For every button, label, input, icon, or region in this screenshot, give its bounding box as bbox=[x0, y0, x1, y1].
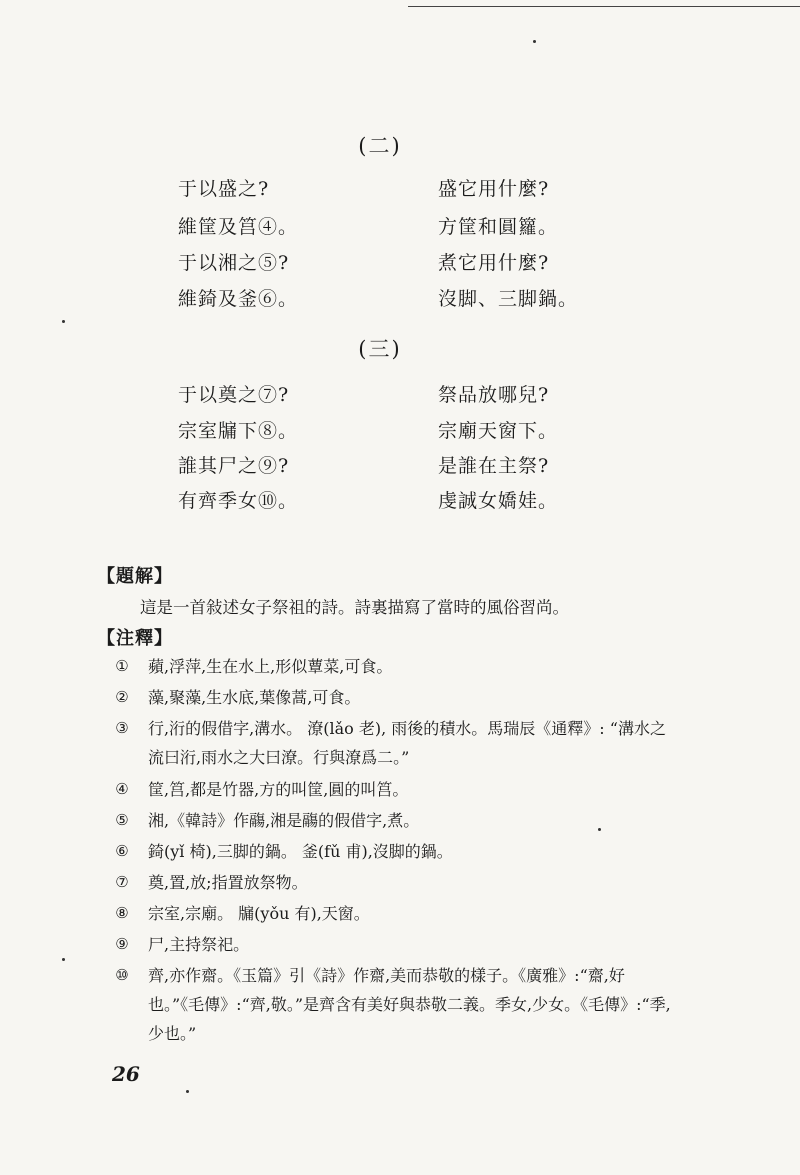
note-number: ⑨ bbox=[115, 935, 129, 953]
note-text: 尸,主持祭祀。 bbox=[148, 935, 250, 954]
note-number: ⑩ bbox=[115, 966, 129, 984]
scan-speck bbox=[533, 40, 536, 43]
note-text: 齊,亦作齋。《玉篇》引《詩》作齋,美而恭敬的樣子。《廣雅》:“齋,好也。”《毛傳》:“齊,敬。”是齊含有美好與恭敬二義。季女,少女。《毛傳》:“季,少也。” bbox=[148, 966, 671, 1043]
poem-line-original: 于以奠之⑦? bbox=[178, 384, 290, 406]
note-item bbox=[112, 837, 672, 866]
scan-speck bbox=[62, 320, 65, 323]
note-text: 蘋,浮萍,生在水上,形似蕈菜,可食。 bbox=[148, 657, 393, 676]
poem-line-translation: 方筐和圓籮。 bbox=[438, 216, 559, 238]
note-number: ② bbox=[115, 688, 129, 706]
note-number: ⑥ bbox=[115, 842, 129, 860]
scan-speck bbox=[598, 828, 601, 831]
note-item bbox=[112, 930, 672, 959]
note-item bbox=[112, 961, 672, 1048]
note-text: 行,洐的假借字,溝水。 潦(lǎo 老), 雨後的積水。馬瑞辰《通釋》: “溝水之流曰洐,雨水之大曰潦。行與潦爲二。” bbox=[148, 719, 666, 767]
poem-line-original: 于以盛之? bbox=[178, 178, 270, 200]
note-item bbox=[112, 899, 672, 928]
note-text: 宗室,宗廟。 牖(yǒu 有),天窗。 bbox=[148, 904, 370, 923]
poem-line-original: 有齊季女⑩。 bbox=[178, 490, 299, 512]
note-number: ⑦ bbox=[115, 873, 129, 891]
poem-line-original: 維錡及釜⑥。 bbox=[178, 288, 299, 310]
note-item bbox=[112, 868, 672, 897]
poem-line-original: 維筐及筥④。 bbox=[178, 216, 299, 238]
note-number: ④ bbox=[115, 780, 129, 798]
note-item bbox=[112, 775, 672, 804]
notes-heading: 【注釋】 bbox=[97, 628, 173, 649]
intro-text: 這是一首敍述女子祭祖的詩。詩裏描寫了當時的風俗習尚。 bbox=[140, 598, 569, 617]
poem-line-translation: 宗廟天窗下。 bbox=[438, 420, 559, 442]
poem-line-original: 宗室牖下⑧。 bbox=[178, 420, 299, 442]
poem-line-translation: 煮它用什麼? bbox=[438, 252, 550, 274]
poem-line-original: 誰其尸之⑨? bbox=[178, 455, 290, 477]
note-text: 奠,置,放;指置放祭物。 bbox=[148, 873, 308, 892]
poem-line-translation: 是誰在主祭? bbox=[438, 455, 550, 477]
scan-speck bbox=[62, 958, 65, 961]
note-number: ⑧ bbox=[115, 904, 129, 922]
note-item bbox=[112, 683, 672, 712]
poem-line-translation: 祭品放哪兒? bbox=[438, 384, 550, 406]
page-number: 26 bbox=[112, 1062, 140, 1086]
section-title-3: (三) bbox=[358, 337, 402, 361]
note-item bbox=[112, 652, 672, 681]
note-number: ③ bbox=[115, 719, 129, 737]
note-number: ① bbox=[115, 657, 129, 675]
poem-line-translation: 沒脚、三脚鍋。 bbox=[438, 288, 579, 310]
poem-line-translation: 虔誠女嬌娃。 bbox=[438, 490, 559, 512]
note-item bbox=[112, 714, 672, 772]
note-number: ⑤ bbox=[115, 811, 129, 829]
note-text: 藻,聚藻,生水底,葉像蒿,可食。 bbox=[148, 688, 361, 707]
poem-line-translation: 盛它用什麼? bbox=[438, 178, 550, 200]
poem-line-original: 于以湘之⑤? bbox=[178, 252, 290, 274]
note-text: 錡(yǐ 椅),三脚的鍋。 釜(fǔ 甫),沒脚的鍋。 bbox=[148, 842, 453, 861]
section-title-2: (二) bbox=[358, 134, 402, 158]
intro-heading: 【題解】 bbox=[97, 566, 173, 587]
scan-speck bbox=[186, 1090, 189, 1093]
note-text: 湘,《韓詩》作鬺,湘是鬺的假借字,煮。 bbox=[148, 811, 420, 830]
top-border-line bbox=[408, 6, 800, 7]
note-item bbox=[112, 806, 672, 835]
note-text: 筐,筥,都是竹器,方的叫筐,圓的叫筥。 bbox=[148, 780, 409, 799]
